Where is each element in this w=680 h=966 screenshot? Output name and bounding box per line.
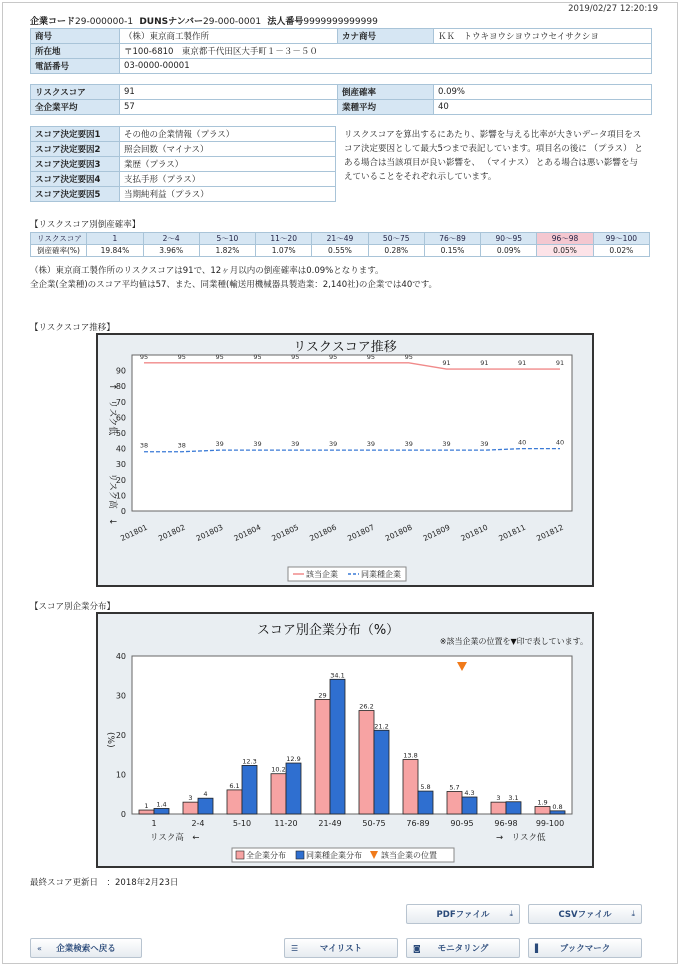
x-tick-label: 201812: [535, 522, 565, 543]
ind-label: 業種平均: [338, 100, 434, 115]
data-label: 39: [404, 440, 413, 449]
mylist-button[interactable]: [284, 938, 398, 958]
ind-value: 40: [434, 100, 652, 115]
back-button-label: 企業検索へ戻る: [56, 944, 116, 954]
code-label: 企業コード: [30, 17, 76, 27]
y-tick-label: 0: [120, 507, 126, 516]
data-label: 34.1: [330, 671, 345, 680]
factor-label: スコア決定要因4: [31, 172, 120, 187]
data-label: 6.1: [229, 781, 240, 790]
data-label: 95: [177, 352, 186, 361]
prob-table-row2-label: 倒産確率(%): [31, 245, 87, 257]
data-label: 40: [518, 438, 527, 447]
y-tick-label: 90: [115, 366, 126, 376]
y-tick-label: 70: [115, 397, 126, 407]
x-label-left: リスク高 ←: [150, 833, 200, 843]
kana-value: ＫＫ トウキヨウシヨウコウセイサクシヨ: [434, 29, 652, 44]
prob-range-cell: 5～10: [199, 233, 255, 245]
feed-icon: ◙: [413, 943, 421, 953]
data-label: 38: [177, 441, 186, 450]
avg-label: 全企業平均: [31, 100, 120, 115]
x-tick-label: 11-20: [274, 819, 298, 828]
factor-label: スコア決定要因2: [31, 142, 120, 157]
data-label: 39: [366, 440, 376, 449]
factor-note: リスクスコアを算出するにあたり、影響を与える比率が大きいデータ項目をスコア決定要因として最大5つまで表記しています。項目名の後に （プラス） とある場合は当該項目が良い影響を、 （マイナス） とある場合は悪い影響を与えていることをそれぞれ示しています。: [344, 130, 643, 182]
tel-label: 電話番号: [31, 59, 120, 74]
download-icon: ⤓: [509, 909, 513, 918]
trend-chart-svg: [98, 335, 592, 585]
data-label: 26.2: [359, 702, 374, 711]
legend-label: 該当企業: [306, 570, 338, 579]
x-tick-label: 1: [151, 819, 157, 828]
data-label: 13.8: [403, 751, 418, 760]
name-label: 商号: [31, 29, 120, 44]
prob-value: 0.09%: [434, 85, 652, 100]
data-label: 39: [328, 440, 338, 449]
prob-value-cell: 1.82%: [199, 245, 255, 257]
data-label: 40: [555, 438, 565, 447]
duns-label: DUNSナンバー: [139, 17, 204, 27]
download-icon: ⤓: [631, 909, 635, 918]
factor-label: スコア決定要因3: [31, 157, 120, 172]
legend-label: 全企業分布: [246, 851, 286, 860]
x-tick-label: 99-100: [535, 819, 565, 828]
risk-label: リスクスコア: [31, 85, 120, 100]
y-tick-label: 20: [115, 475, 126, 485]
y-tick-label: 40: [115, 444, 126, 454]
y-tick-label: 60: [115, 413, 126, 423]
y-tick-label: 10: [115, 770, 126, 780]
prob-range-cell: 99～100: [593, 233, 649, 245]
factor-value: 当期純利益（プラス）: [120, 187, 336, 202]
corp-value: 9999999999999: [303, 17, 378, 27]
bar-industry: [418, 791, 433, 814]
bar-industry: [242, 765, 257, 814]
dist-section-title: 【スコア別企業分布】: [30, 602, 116, 612]
company-info-table: [30, 28, 652, 74]
factor-label: スコア決定要因5: [31, 187, 120, 202]
prob-table: [30, 232, 650, 257]
legend-swatch-industry: [296, 851, 304, 859]
legend-label: 該当企業の位置: [381, 851, 437, 860]
duns-value: 29-000-0001: [203, 17, 262, 27]
data-label: 95: [215, 352, 224, 361]
y-tick-label: 30: [115, 691, 126, 701]
data-label: 1.9: [537, 798, 548, 807]
summary-line-2: 全企業(全業種)のスコア平均値は57、また、同業種(輸送用機械器具製造業：2,140社)の企業では40です。: [30, 280, 438, 290]
code-value: 29-000000-1: [75, 17, 134, 27]
x-tick-label: 76-89: [406, 819, 430, 828]
prob-label: 倒産確率: [338, 85, 434, 100]
data-label: 5.7: [449, 783, 460, 792]
factor-value: その他の企業情報（プラス）: [120, 127, 336, 142]
factor-value: 支払手形（プラス）: [120, 172, 336, 187]
timestamp: 2019/02/27 12:20:19: [568, 4, 658, 14]
data-label: 95: [366, 352, 376, 361]
prob-range-cell: 76～89: [424, 233, 480, 245]
bar-industry: [550, 811, 565, 814]
x-tick-label: 201808: [383, 522, 414, 543]
y-tick-label: 80: [115, 382, 126, 392]
name-value: （株）東京商工製作所: [120, 29, 338, 44]
y-label-top: ↑ リスク低: [107, 383, 117, 436]
y-tick-label: 50: [115, 429, 126, 438]
bar-all: [271, 774, 286, 814]
csv-button-label: CSVファイル: [558, 910, 612, 920]
y-tick-label: 40: [115, 652, 126, 661]
prob-value-cell: 0.55%: [312, 245, 368, 257]
data-label: 38: [139, 441, 149, 450]
summary: [30, 264, 437, 292]
prob-range-cell: 90～95: [481, 233, 537, 245]
bookmark-button-label: ブックマーク: [559, 944, 611, 954]
addr-value: 〒100-6810 東京都千代田区大手町１－３－５０: [120, 44, 652, 59]
prob-value-cell: 3.96%: [143, 245, 199, 257]
x-tick-label: 90-95: [450, 819, 474, 828]
bar-industry: [374, 730, 389, 814]
data-label: 39: [291, 440, 300, 449]
data-label: 3: [496, 794, 501, 803]
data-label: 39: [480, 440, 489, 449]
data-label: 95: [253, 352, 262, 361]
bar-industry: [198, 798, 213, 814]
bar-all: [491, 802, 506, 814]
dist-chart: [96, 612, 594, 868]
prob-range-cell: 2～4: [143, 233, 199, 245]
x-tick-label: 50-75: [362, 819, 386, 828]
chevron-left-icon: «: [37, 943, 42, 953]
factor-table: [30, 126, 336, 202]
data-label: 29: [318, 691, 327, 700]
list-icon: ☰: [291, 943, 299, 953]
data-label: 10.2: [271, 765, 286, 774]
dist-chart-svg: [98, 614, 592, 866]
prob-value-cell: 0.02%: [593, 245, 649, 257]
bookmark-button[interactable]: [528, 938, 642, 958]
kana-label: カナ商号: [338, 29, 434, 44]
trend-chart: [96, 333, 594, 587]
bar-all: [535, 806, 550, 814]
plot-area: [132, 656, 572, 814]
data-label: 5.8: [420, 783, 431, 792]
chart-note: ※該当企業の位置を▼印で表しています。: [439, 637, 588, 646]
data-label: 95: [404, 352, 413, 361]
bar-industry: [462, 797, 477, 814]
data-label: 95: [328, 352, 338, 361]
prob-value-cell: 0.05%: [537, 245, 593, 257]
chart-title: リスクスコア推移: [293, 340, 397, 355]
prob-table-row1-label: リスクスコア: [31, 233, 87, 245]
bar-all: [139, 810, 154, 814]
addr-label: 所在地: [31, 44, 120, 59]
data-label: 3.1: [508, 793, 519, 802]
pdf-button-label: PDFファイル: [436, 910, 490, 920]
x-tick-label: 201805: [270, 522, 301, 543]
bar-all: [447, 791, 462, 814]
legend-swatch-all: [236, 851, 244, 859]
y-tick-label: 20: [115, 731, 126, 740]
risk-value: 91: [120, 85, 338, 100]
bar-all: [183, 802, 198, 814]
x-tick-label: 201807: [345, 522, 376, 543]
x-tick-label: 201806: [308, 522, 338, 543]
bar-industry: [506, 802, 521, 814]
x-tick-label: 96-98: [494, 819, 518, 828]
data-label: 39: [215, 440, 224, 449]
x-tick-label: 201803: [194, 522, 225, 543]
data-label: 12.3: [242, 757, 257, 766]
csv-button[interactable]: [528, 904, 642, 924]
x-tick-label: 201801: [119, 522, 149, 543]
x-tick-label: 201811: [497, 522, 528, 543]
x-tick-label: 2-4: [191, 819, 205, 828]
factor-label: スコア決定要因1: [31, 127, 120, 142]
data-label: 91: [442, 359, 451, 368]
bar-all: [315, 699, 330, 814]
legend-label: 同業種企業分布: [306, 851, 362, 860]
y-axis-label: (%): [105, 732, 115, 748]
bar-all: [227, 790, 242, 814]
score-table: [30, 84, 652, 115]
x-tick-label: 5-10: [232, 819, 252, 828]
bar-industry: [286, 763, 301, 814]
plot-area: [132, 352, 572, 511]
x-tick-label: 21-49: [318, 819, 342, 828]
data-label: 4: [203, 790, 208, 799]
corp-label: 法人番号: [267, 17, 304, 27]
prob-section-title: 【リスクスコア別倒産確率】: [30, 220, 141, 230]
data-label: 95: [139, 352, 149, 361]
data-label: 0.8: [552, 802, 563, 811]
legend-label: 同業種企業: [361, 570, 401, 579]
data-label: 1: [144, 802, 149, 811]
pdf-button[interactable]: [406, 904, 520, 924]
prob-range-cell: 96～98: [537, 233, 593, 245]
data-label: 91: [480, 359, 489, 368]
y-tick-label: 0: [120, 810, 126, 819]
avg-value: 57: [120, 100, 338, 115]
trend-section-title: 【リスクスコア推移】: [30, 323, 115, 333]
monitoring-button-label: モニタリング: [437, 944, 489, 954]
prob-value-cell: 1.07%: [256, 245, 312, 257]
back-to-search-button[interactable]: [30, 938, 142, 958]
x-label-right: → リスク低: [496, 833, 546, 843]
prob-range-cell: 1: [87, 233, 143, 245]
company-codes: [30, 14, 378, 27]
chart-title: スコア別企業分布（%）: [256, 623, 400, 638]
mylist-button-label: マイリスト: [319, 944, 363, 954]
x-tick-label: 201809: [421, 522, 452, 543]
data-label: 1.4: [156, 800, 167, 809]
data-label: 91: [555, 359, 565, 368]
prob-range-cell: 11～20: [256, 233, 312, 245]
bar-industry: [330, 679, 345, 814]
data-label: 91: [518, 359, 527, 368]
data-label: 39: [442, 440, 451, 449]
y-tick-label: 30: [115, 460, 126, 470]
prob-range-cell: 21～49: [312, 233, 368, 245]
bar-all: [403, 759, 418, 814]
y-tick-label: 10: [115, 491, 126, 501]
x-tick-label: 201802: [156, 522, 187, 543]
last-update: 最終スコア更新日 ：2018年2月23日: [30, 878, 179, 888]
bar-industry: [154, 808, 169, 814]
y-label-bottom: リスク高 ↓: [107, 473, 117, 526]
factor-value: 照会回数（マイナス）: [120, 142, 336, 157]
data-label: 3: [188, 794, 193, 803]
x-tick-label: 201804: [232, 522, 263, 543]
data-label: 39: [253, 440, 262, 449]
prob-value-cell: 19.84%: [87, 245, 143, 257]
data-label: 95: [291, 352, 300, 361]
tel-value: 03-0000-00001: [120, 59, 652, 74]
summary-line-1: （株）東京商工製作所のリスクスコアは91で、12ヶ月以内の倒産確率は0.09%となります。: [30, 266, 384, 276]
bar-all: [359, 711, 374, 814]
prob-value-cell: 0.28%: [368, 245, 424, 257]
prob-range-cell: 50～75: [368, 233, 424, 245]
data-label: 4.3: [464, 789, 475, 798]
monitoring-button[interactable]: [406, 938, 520, 958]
factor-value: 業歴（プラス）: [120, 157, 336, 172]
data-label: 12.9: [286, 755, 301, 764]
prob-value-cell: 0.09%: [481, 245, 537, 257]
data-label: 21.2: [374, 722, 389, 731]
prob-value-cell: 0.15%: [424, 245, 480, 257]
x-tick-label: 201810: [459, 522, 490, 543]
bookmark-icon: ▌: [535, 943, 542, 953]
